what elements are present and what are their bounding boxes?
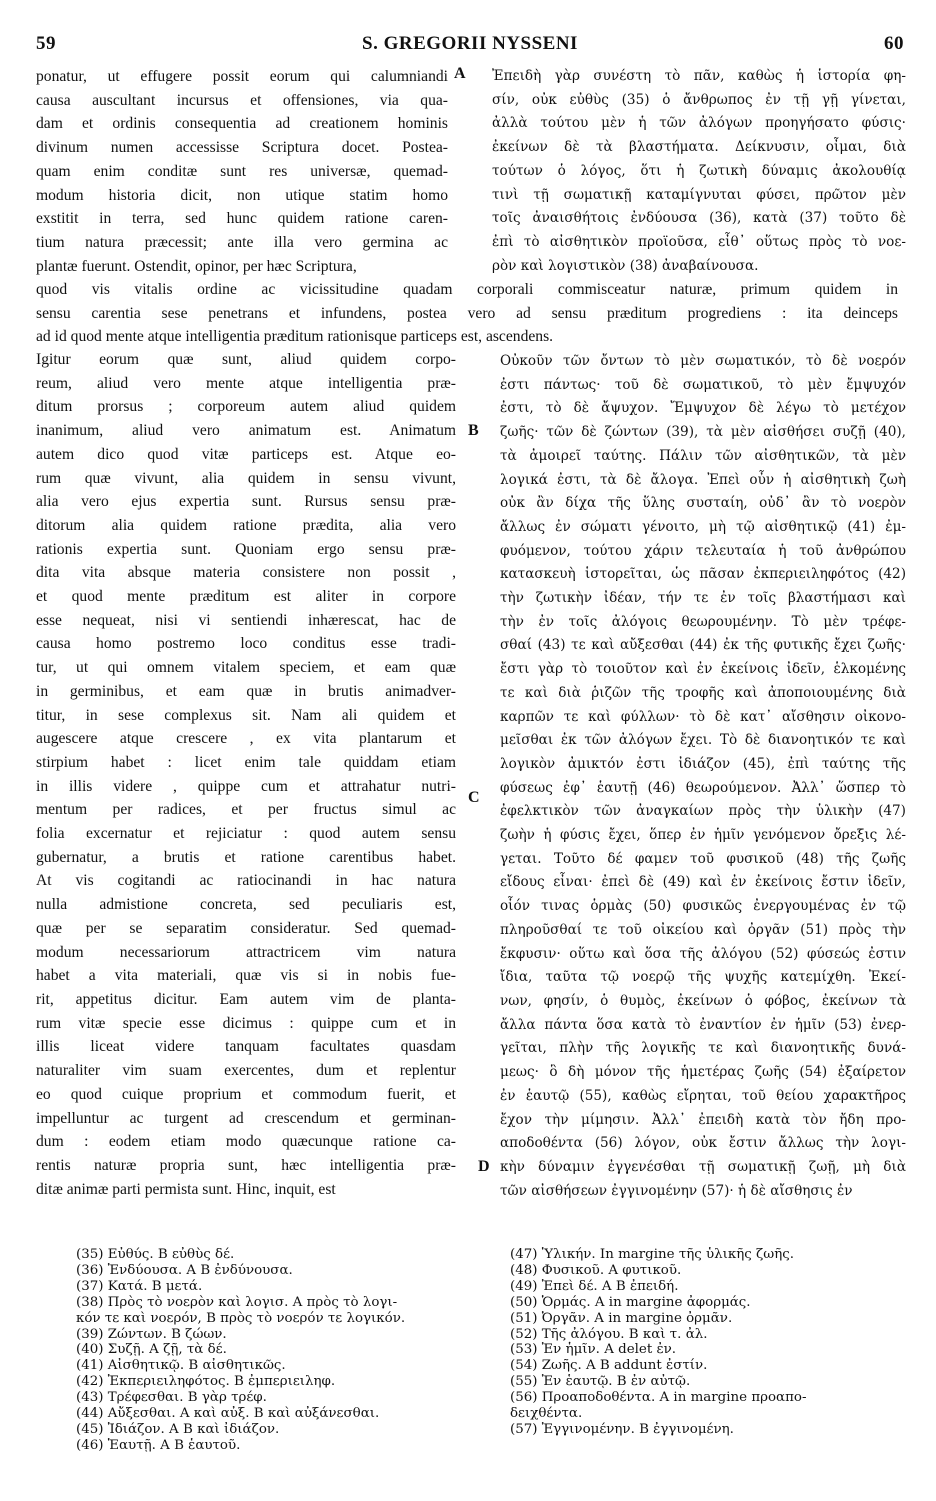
greek-line: ἐπὶ τὸ αἰσθητικὸν προϊοῦσα, εἶθ᾽ οὕτως πρὸς τὸ νοε- xyxy=(492,233,906,250)
footnote: (43) Τρέφεσθαι. B γὰρ τρέφ. xyxy=(76,1390,267,1406)
greek-line: ἄλλα πάντα ὅσα κατὰ τὸ ἐναντίον ἐν ἡμῖν (53) ἐνερ- xyxy=(500,1016,906,1033)
latin-line: quam enim conditæ sunt res universæ, quemad- xyxy=(36,162,448,180)
footnotes-left xyxy=(76,1247,405,1454)
greek-line: κὴν δύναμιν ἐγγενέσθαι τῇ σωματικῇ ζωῇ, μὴ διὰ xyxy=(500,1158,906,1175)
margin-letter-d: D xyxy=(478,1158,490,1175)
latin-line: mentum per radices, et per fructus simul ac xyxy=(36,801,456,819)
latin-line: ditum prorsus ; corporeum autem aliud quidem xyxy=(36,398,456,416)
greek-line: τε καὶ διὰ ῥιζῶν τῆς τροφῆς καὶ ἀποποιουμένης διὰ xyxy=(500,684,906,701)
footnote: (51) Ὀργᾶν. A in margine ὀρμᾶν. xyxy=(510,1310,733,1326)
latin-line: naturaliter vim suam exercentes, dum et replentur xyxy=(36,1062,456,1080)
greek-line: ἐν ἑαυτῷ (55), καθὼς εἴρηται, τοῦ θείου χαρακτῆρος xyxy=(500,1087,906,1104)
greek-line: Ἐπειδὴ γὰρ συνέστη τὸ πᾶν, καθὼς ἡ ἱστορία φη- xyxy=(492,68,906,84)
greek-line: μεως· ὃ δὴ μόνον τῆς ἡμετέρας ζωῆς (54) ἐξαίρετον xyxy=(500,1064,906,1081)
latin-line: alia vero ejus expertia sunt. Rursus sensu præ- xyxy=(36,493,456,511)
greek-line: τὴν ἐν τοῖς ἀλόγοις θεωρουμένην. Τὸ μὲν τρέφε- xyxy=(500,613,906,630)
full-width-paragraph xyxy=(36,278,898,349)
footnote: (35) Εὐθύς. B εὐθὺς δέ. xyxy=(76,1247,235,1262)
latin-line: dum : eodem etiam modo quæcunque ratione ca- xyxy=(36,1133,456,1151)
footnote: (38) Πρὸς τὸ νοερὸν καὶ λογισ. A πρὸς τὸ λογι- xyxy=(76,1294,398,1310)
greek-line: πληροῦσθαί τε τοῦ οἰκείου καὶ ὀργᾶν (51) πρὸς τὴν xyxy=(500,921,906,938)
footnote: (39) Ζώντων. B ζώων. xyxy=(76,1326,227,1342)
greek-column-a xyxy=(492,65,906,278)
latin-line: causa homo postremo loco conditus esse tradi- xyxy=(36,635,456,653)
greek-line: ζωῆς· τῶν δὲ ζώντων (39), τὰ μὲν αἰσθήσει συζῇ (40), xyxy=(500,424,906,441)
footnote: (47) Ὑλικήν. In margine τῆς ὑλικῆς ζωῆς. xyxy=(510,1247,794,1262)
greek-line: σθαί (43) τε καὶ αὔξεσθαι (44) ἐκ τῆς φυτικῆς ἔχει ζωῆς· xyxy=(500,637,906,654)
latin-line: quæ per se separatim consideratur. Sed quemad- xyxy=(36,919,456,937)
latin-line: et quod mente præditum est aliter in corpore xyxy=(36,588,456,606)
greek-line: τούτων ὁ λόγος, ὅτι ἡ ζωτικὴ δύναμις ἀκολουθίᾳ xyxy=(492,162,906,179)
greek-line: ἔχον τὴν μίμησιν. Ἀλλ᾽ ἐπειδὴ κατὰ τὸν ἤδη προ- xyxy=(500,1111,906,1128)
latin-line: rentis naturæ propria sunt, hæc intelligentia præ- xyxy=(36,1156,456,1174)
page-number-left: 59 xyxy=(36,33,56,54)
running-header xyxy=(36,33,904,57)
latin-line: habet a vita materiali, quæ vis si in nobis fue- xyxy=(36,967,456,985)
latin-line: exstitit in terra, sed hunc quidem ratione caren- xyxy=(36,210,448,228)
latin-line: dita vita absque materia consistere non possit , xyxy=(36,564,456,582)
footnote: (37) Κατά. B μετά. xyxy=(76,1278,203,1294)
footnote: (40) Συζῇ. A ζῇ, τὰ δέ. xyxy=(76,1342,227,1358)
greek-line: ζωὴν ἡ φύσις ἔχει, ὅπερ ἐν ἡμῖν γενόμενον ὄρεξις λέ- xyxy=(500,827,906,844)
footnote: (50) Ὁρμάς. A in margine ἀφορμάς. xyxy=(510,1294,751,1310)
greek-line: τὴν ζωτικὴν ἰδέαν, τήν τε ἐν τοῖς βλαστήμασι καὶ xyxy=(500,590,906,607)
footnotes-right xyxy=(510,1247,806,1438)
footnote: (46) Ἑαυτῇ. A B ἑαυτοῦ. xyxy=(76,1437,241,1453)
latin-line: rum vitæ specie esse dicimus : quippe cum et in xyxy=(36,1014,456,1032)
greek-line: οἷόν τινας ὁρμὰς (50) φυσικῶς ἐνεργουμένας ἐν τῷ xyxy=(500,898,906,915)
latin-line: inanimum, aliud vero animatum est. Animatum xyxy=(36,422,456,440)
latin-line: modum historia dicit, non utique statim homo xyxy=(36,186,448,204)
greek-line: αποδοθέντα (56) λόγον, οὐκ ἔστιν ἄλλως τὴν λογι- xyxy=(500,1135,906,1152)
greek-line: τοῖς ἀναισθήτοις ἐνδύουσα (36), κατὰ (37) τοῦτο δὲ xyxy=(492,210,906,227)
latin-line: tur, ut qui omnem vitalem speciem, et eam quæ xyxy=(36,659,456,677)
greek-line: ἔστι γὰρ τὸ τοιοῦτον καὶ ἐν ἐκείνοις ἰδεῖν, ἑλκομένης xyxy=(500,661,906,678)
greek-column-b xyxy=(500,350,906,1203)
latin-line: divinum numen accessisse Scriptura docet. Postea- xyxy=(36,139,448,157)
greek-line: Οὐκοῦν τῶν ὄντων τὸ μὲν σωματικόν, τὸ δὲ νοερόν xyxy=(500,353,906,369)
greek-line: τινὶ τῇ σωματικῇ καταμίγνυται φύσει, πρῶτον μὲν xyxy=(492,186,906,203)
greek-line: ἔκφυσιν· οὕτω καὶ ὅσα τῆς ἀλόγου (52) φύσεώς ἐστιν xyxy=(500,945,906,962)
latin-line: impelluntur ac turgent ad crescendum et germinan- xyxy=(36,1109,456,1127)
latin-line: tium natura præcessit; ante illa vero germina ac xyxy=(36,233,448,251)
greek-line: ἀλλὰ τούτου μὲν ἡ τῶν ἀλόγων προηγήσατο φύσις· xyxy=(492,115,906,132)
greek-line: γεται. Τοῦτο δέ φαμεν τοῦ φυσικοῦ (48) τῆς ζωῆς xyxy=(500,850,906,867)
footnote: (48) Φυσικοῦ. A φυτικοῦ. xyxy=(510,1262,682,1278)
latin-line: dam et ordinis consequentia ad creationem hominis xyxy=(36,115,448,133)
margin-letter-c: C xyxy=(468,789,480,806)
latin-line: autem dico quod vitæ particeps est. Atque eo- xyxy=(36,445,456,463)
greek-line: ἐκείνων δὲ τὰ βλαστήματα. Δείκνυσιν, οἶμαι, διὰ xyxy=(492,139,906,156)
latin-line: augescere atque crescere , ex vita plantarum et xyxy=(36,730,456,748)
page-number-right: 60 xyxy=(884,33,904,54)
greek-line: οὐκ ἂν δίχα τῆς ὕλης συσταίη, οὐδ᾽ ἂν τὸ νοερὸν xyxy=(500,495,906,512)
footnote: (49) Ἐπεὶ δέ. A B ἐπειδή. xyxy=(510,1278,679,1294)
greek-line: ρὸν καὶ λογιστικὸν (38) ἀναβαίνουσα. xyxy=(492,257,759,274)
footnote: (45) Ἰδιάζον. A B καὶ ἰδιάζον. xyxy=(76,1421,280,1437)
greek-line: ἄλλως ἐν σώματι γένοιτο, μὴ τῷ αἰσθητικῷ (41) ἐμ- xyxy=(500,518,906,535)
latin-line: in germinibus, et eam quæ in brutis animadver- xyxy=(36,682,456,700)
footnote: (53) Ἐν ἡμῖν. A delet ἐν. xyxy=(510,1342,677,1358)
latin-line: At vis cogitandi ac ratiocinandi in hac natura xyxy=(36,872,456,890)
latin-line: in illis videre , quippe cum et attrahatur nutri- xyxy=(36,777,456,795)
greek-line: τῶν αἰσθήσεων ἐγγινομένην (57)· ἡ δὲ αἴσθησις ἐν xyxy=(500,1182,853,1199)
latin-line: quod vis vitalis ordine ac vicissitudine quadam corporali commisceatur naturæ, primum quidem in xyxy=(36,281,898,298)
latin-line: reum, aliud vero mente atque intelligentia præ- xyxy=(36,374,456,392)
latin-column-b xyxy=(36,348,456,1201)
footnote: (42) Ἐκπεριειληφότος. B ἐμπεριειληφ. xyxy=(76,1374,336,1390)
latin-line: ditorum alia quidem ratione prædita, alia vero xyxy=(36,516,456,534)
footnote: δειχθέντα. xyxy=(510,1406,583,1422)
latin-column-a xyxy=(36,65,448,278)
footnote: κόν τε καὶ νοερόν, B πρὸς τὸ νοερόν τε λογικόν. xyxy=(76,1310,406,1326)
latin-line: esse nequeat, nisi vi sentiendi inhærescat, hac de xyxy=(36,611,456,629)
greek-line: ἐστι πάντως· τοῦ δὲ σωματικοῦ, τὸ μὲν ἔμψυχόν xyxy=(500,376,906,393)
greek-line: σίν, οὐκ εὐθὺς (35) ὁ ἄνθρωπος ἐν τῇ γῇ γίνεται, xyxy=(492,91,906,108)
greek-line: καρπῶν τε καὶ φύλλων· τὸ δὲ κατ᾽ αἴσθησιν οἰκονο- xyxy=(500,708,906,725)
greek-line: μεῖσθαι ἐκ τῶν ἀλόγων ἔχει. Τὸ δὲ διανοητικόν τε καὶ xyxy=(500,732,906,749)
latin-line: eo quod cuique proprium et commodum fuerit, et xyxy=(36,1085,456,1103)
footnote: (36) Ἐνδύουσα. A B ἐνδύνουσα. xyxy=(76,1262,293,1278)
footnote: (41) Αἰσθητικῷ. B αἰσθητικῶς. xyxy=(76,1358,286,1374)
margin-letter-a: A xyxy=(454,65,466,82)
greek-line: φυόμενον, τούτου χάριν τελευταία ἡ τοῦ ἀνθρώπου xyxy=(500,542,906,559)
greek-line: ἐστι, τὸ δὲ ἄψυχον. Ἔμψυχον δὲ λέγω τὸ μετέχον xyxy=(500,400,906,417)
greek-line: νων, φησίν, ὁ θυμὸς, ἐκείνων ὁ φόβος, ἐκείνων τὰ xyxy=(500,992,906,1009)
footnote: (44) Αὔξεσθαι. A καὶ αὐξ. B καὶ αὐξάνεσθαι. xyxy=(76,1406,380,1422)
margin-letter-b: B xyxy=(468,422,479,439)
greek-line: γεῖται, πλὴν τῆς λογικῆς τε καὶ διανοητικῆς δυνά- xyxy=(500,1040,906,1057)
greek-line: φύσεως ἐφ᾽ ἑαυτῇ (46) θεωρούμενον. Ἀλλ᾽ ὥσπερ τὸ xyxy=(500,779,906,796)
footnote: (55) Ἐν ἑαυτῷ. B ἐν αὐτῷ. xyxy=(510,1374,691,1390)
footnote: (56) Προαποδοθέντα. A in margine προαπο- xyxy=(510,1390,807,1406)
latin-line: folia excernatur et rejiciatur : quod autem sensu xyxy=(36,825,456,843)
latin-line: rit, appetitus dicitur. Eam autem vim de planta- xyxy=(36,990,456,1008)
greek-line: λογικά ἐστι, τὰ δὲ ἄλογα. Ἐπεὶ οὖν ἡ αἰσθητικὴ ζωὴ xyxy=(500,471,906,488)
latin-line: Igitur eorum quæ sunt, aliud quidem corpo- xyxy=(36,351,456,368)
latin-line: ad id quod mente atque intelligentia præditum rationisque particeps est, ascendens. xyxy=(36,328,554,346)
footnote: (52) Τῆς ἀλόγου. B καὶ τ. ἀλ. xyxy=(510,1326,708,1342)
greek-line: εἴδους εἶναι· ἐπεὶ δὲ (49) καὶ ἐν ἐκείνοις ἔστιν ἰδεῖν, xyxy=(500,874,906,891)
footnote: (57) Ἐγγινομένην. B ἐγγινομένη. xyxy=(510,1421,734,1437)
latin-line: ponatur, ut effugere possit eorum qui calumniandi xyxy=(36,68,448,85)
greek-line: ἴδια, ταῦτα τῷ νοερῷ τῆς ψυχῆς κατεμίχθη. Ἐκεί- xyxy=(500,969,906,986)
latin-line: illis liceat videre tanquam facultates quasdam xyxy=(36,1038,456,1056)
greek-line: τὰ ἀμοιρεῖ ταύτης. Πάλιν τῶν αἰσθητικῶν, τὰ μὲν xyxy=(500,447,906,464)
greek-line: λογικὸν ἀμικτόν ἐστι ἰδιάζον (45), ἐπὶ ταύτης τῆς xyxy=(500,755,906,772)
footnote: (54) Ζωῆς. A B addunt ἐστίν. xyxy=(510,1358,708,1374)
latin-line: rationis expertia sunt. Quoniam ergo sensu præ- xyxy=(36,540,456,558)
latin-line: ditæ animæ parti permista sunt. Hinc, inquit, est xyxy=(36,1180,336,1198)
latin-line: titur, in sese complexus sit. Nam ali quidem et xyxy=(36,706,456,724)
latin-line: causa auscultant incursus et offensiones, via qua- xyxy=(36,91,448,109)
latin-line: modum necessariorum attractricem vim natura xyxy=(36,943,456,961)
latin-line: stirpium habet : licet enim tale quiddam etiam xyxy=(36,753,456,771)
greek-line: ἐφελκτικὸν τῶν ἀναγκαίων πρὸς τὴν ὑλικὴν (47) xyxy=(500,803,906,820)
latin-line: plantæ fuerunt. Ostendit, opinor, per hæc Scriptura, xyxy=(36,257,357,275)
running-title: S. GREGORII NYSSENI xyxy=(362,33,578,54)
latin-line: rum quæ vivunt, alia quidem in sensu vivunt, xyxy=(36,469,456,487)
latin-line: nulla admistione concreta, sed peculiaris est, xyxy=(36,896,456,914)
greek-line: κατασκευὴ ἱστορεῖται, ὡς πᾶσαν ἐκπεριειληφότος (42) xyxy=(500,566,906,583)
latin-line: gubernatur, a brutis et ratione carentibus habet. xyxy=(36,848,456,866)
latin-line: sensu carentia sese penetrans et infundens, postea vero ad sensu præditum progrediens : ita deinceps xyxy=(36,304,898,322)
